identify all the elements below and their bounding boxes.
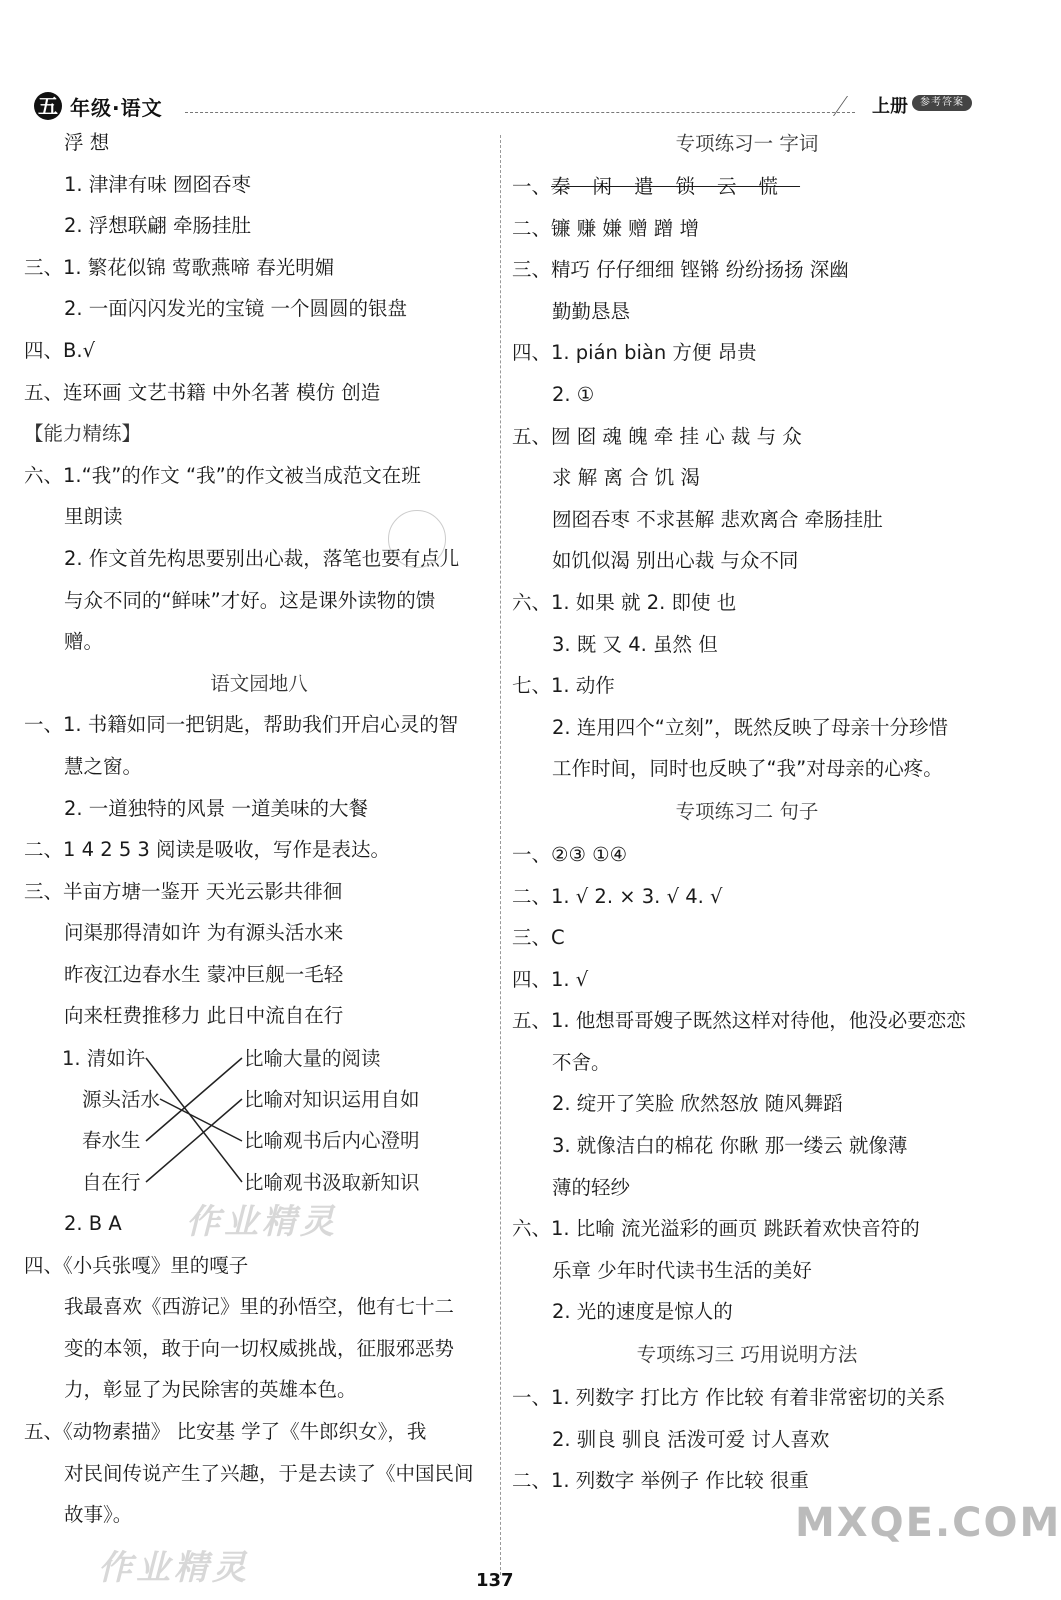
- match-right-item: 比喻对知识运用自如: [244, 1088, 420, 1112]
- answer-text: 慧之窗。: [64, 754, 143, 778]
- answer-line: [512, 1377, 982, 1419]
- header-rule: [185, 112, 855, 113]
- answer-text: 向来枉费推移力 此日中流自在行: [64, 1004, 344, 1028]
- header-slash: [833, 96, 848, 116]
- answer-text: 乐章 少年时代读书生活的美好: [552, 1258, 812, 1282]
- answer-line: [512, 416, 982, 458]
- answer-text: 五、囫 囵 魂 魄 牵 挂 心 裁 与 众: [512, 424, 802, 448]
- answer-line: [512, 1125, 982, 1167]
- answer-text: 三、精巧 仔仔细细 铿锵 纷纷扬扬 深幽: [512, 258, 849, 282]
- answer-text: 四、B.√: [24, 338, 96, 362]
- answer-line: [24, 372, 494, 414]
- answer-text: 与众不同的“鲜味”才好。这是课外读物的馈: [64, 588, 436, 612]
- answer-line: [24, 912, 494, 954]
- answer-line: [512, 122, 982, 166]
- answer-text: 一、1. 列数字 打比方 作比较 有着非常密切的关系: [512, 1386, 946, 1410]
- answer-text: 2. 驯良 驯良 活泼可爱 讨人喜欢: [552, 1427, 830, 1451]
- answer-line: [512, 332, 982, 374]
- answer-text: 昨夜江边春水生 蒙冲巨舰一毛轻: [64, 962, 344, 986]
- match-left-item: 春水生: [82, 1129, 141, 1153]
- answer-text: 里朗读: [64, 505, 123, 529]
- answer-line: [512, 582, 982, 624]
- answer-line: [24, 995, 494, 1037]
- answer-text: 语文园地八: [210, 671, 308, 695]
- answer-line: [24, 829, 494, 871]
- answer-line: [24, 1369, 494, 1411]
- right-column: [512, 122, 982, 1502]
- answer-line: [512, 624, 982, 666]
- answer-text: 二、1 4 2 5 3 阅读是吸收，写作是表达。: [24, 838, 391, 862]
- page-number: 137: [476, 1570, 514, 1591]
- answer-text: 问渠那得清如许 为有源头活水来: [64, 921, 344, 945]
- answer-line: [512, 291, 982, 333]
- answer-line: [24, 1453, 494, 1495]
- answer-text: 变的本领，敢于向一切权威挑战，征服邪恶势: [64, 1336, 455, 1360]
- answer-line: [512, 1460, 982, 1502]
- answer-text: 专项练习一 字词: [675, 132, 819, 155]
- match-right-item: 比喻大量的阅读: [244, 1047, 381, 1071]
- match-line-1: [146, 1058, 242, 1182]
- answer-line: [512, 1419, 982, 1461]
- answer-line: [512, 540, 982, 582]
- struck-characters: 秦闲遣锁云慌: [551, 175, 801, 198]
- left-column: [24, 122, 494, 1536]
- answer-line: [24, 1286, 494, 1328]
- answer-text: 一、②③ ①④: [512, 842, 628, 866]
- answer-text: 专项练习三 巧用说明方法: [636, 1343, 858, 1367]
- answer-text: 勤勤恳恳: [552, 299, 631, 323]
- answer-text: 2. 一道独特的风景 一道美味的大餐: [64, 796, 369, 820]
- answer-text: 求 解 离 合 饥 渴: [552, 466, 700, 490]
- answer-text: 2. 一面闪闪发光的宝镜 一个圆圆的银盘: [64, 297, 408, 321]
- answer-line: [24, 621, 494, 663]
- answer-line: [24, 413, 494, 455]
- answer-line: [24, 954, 494, 996]
- answer-line: [512, 249, 982, 291]
- answer-text: 三、C: [512, 926, 565, 950]
- answer-line: [24, 330, 494, 372]
- answer-text: 三、半亩方塘一鉴开 天光云影共徘徊: [24, 879, 343, 903]
- answer-line: [512, 790, 982, 834]
- match-left-item: 自在行: [82, 1171, 141, 1195]
- answer-text: 故事》。: [64, 1503, 133, 1527]
- answer-text: 五、1. 他想哥哥嫂子既然这样对待他，他没必要恋恋: [512, 1009, 966, 1033]
- answer-text: 二、1. √ 2. × 3. √ 4. √: [512, 884, 723, 908]
- match-right-item: 比喻观书汲取新知识: [244, 1171, 420, 1195]
- site-watermark: MXQE.COM: [795, 1500, 1061, 1546]
- answer-line: [512, 499, 982, 541]
- answer-text: 2. 浮想联翩 牵肠挂肚: [64, 214, 252, 238]
- answer-line: [24, 455, 494, 497]
- answer-line: [512, 1291, 982, 1333]
- answer-line: [24, 580, 494, 622]
- match-left-item: 1. 清如许: [62, 1047, 146, 1071]
- answer-line: [24, 288, 494, 330]
- answer-text: 2. ①: [552, 382, 595, 406]
- answer-line: [24, 663, 494, 705]
- answer-text: 2. 光的速度是惊人的: [552, 1300, 733, 1324]
- watermark: 作业精灵: [186, 1202, 338, 1242]
- answer-line: [512, 1000, 982, 1042]
- match-right-item: 比喻观书后内心澄明: [244, 1129, 420, 1153]
- answer-line: [512, 1083, 982, 1125]
- answer-text: 如饥似渴 别出心裁 与众不同: [552, 549, 799, 573]
- grade-subject-label: 年级·语文: [70, 96, 163, 120]
- answer-line: [24, 164, 494, 206]
- answer-line: [512, 1167, 982, 1209]
- answer-line: [512, 208, 982, 250]
- matching-exercise: [24, 1037, 494, 1203]
- answer-line: [24, 788, 494, 830]
- answer-line: [512, 748, 982, 790]
- answer-tag: 参考答案: [912, 95, 972, 111]
- answer-line: [24, 871, 494, 913]
- answer-text: 浮 想: [64, 131, 110, 154]
- answer-text: 三、1. 繁花似锦 莺歌燕啼 春光明媚: [24, 255, 335, 279]
- answer-text: 四、1. √: [512, 967, 589, 991]
- answer-text: 赠。: [64, 630, 104, 654]
- answer-text: 【能力精练】: [24, 422, 142, 446]
- answer-text: 1. 津津有味 囫囵吞枣: [64, 172, 252, 196]
- answer-line: [512, 707, 982, 749]
- answer-line: [24, 1245, 494, 1287]
- answer-text: 对民间传说产生了兴趣，于是去读了《中国民间: [64, 1461, 474, 1485]
- answer-text: 二、1. 列数字 举例子 作比较 很重: [512, 1469, 809, 1493]
- answer-line: [512, 665, 982, 707]
- answer-text: 六、1. 如果 就 2. 即使 也: [512, 590, 737, 614]
- answer-text: 2. B A: [64, 1212, 122, 1236]
- watermark: 作业精灵: [98, 1548, 250, 1588]
- answer-line: [512, 917, 982, 959]
- grade-badge: 五: [34, 92, 62, 120]
- answer-text: 2. 绽开了笑脸 欣然怒放 随风舞蹈: [552, 1092, 843, 1116]
- answer-line: [24, 1411, 494, 1453]
- answer-text: 3. 既 又 4. 虽然 但: [552, 632, 718, 656]
- volume-label: 上册: [872, 96, 908, 117]
- answer-line: [512, 1042, 982, 1084]
- answer-line: [512, 1208, 982, 1250]
- answer-line: [512, 166, 982, 208]
- answer-line: [512, 457, 982, 499]
- answer-text: 薄的轻纱: [552, 1175, 631, 1199]
- answer-text: 一、: [512, 175, 552, 198]
- answer-line: [512, 1333, 982, 1377]
- answer-line: [24, 247, 494, 289]
- answer-line: [512, 876, 982, 918]
- answer-text: 二、镰 赚 嫌 赠 蹭 增: [512, 216, 699, 240]
- answer-line: [512, 959, 982, 1001]
- answer-text: 五、连环画 文艺书籍 中外名著 模仿 创造: [24, 380, 381, 404]
- answer-text: 2. 连用四个“立刻”，既然反映了母亲十分珍惜: [552, 715, 949, 739]
- column-divider: [500, 135, 501, 1575]
- answer-line: [24, 122, 494, 164]
- answer-text: 六、1.“我”的作文 “我”的作文被当成范文在班: [24, 463, 421, 487]
- answer-text: 工作时间，同时也反映了“我”对母亲的心疼。: [552, 757, 943, 781]
- answer-text: 力，彰显了为民除害的英雄本色。: [64, 1378, 357, 1402]
- answer-line: [24, 205, 494, 247]
- answer-text: 四、《小兵张嘎》里的嘎子: [24, 1253, 249, 1277]
- answer-text: 专项练习二 句子: [675, 799, 819, 823]
- answer-text: 我最喜欢《西游记》里的孙悟空，他有七十二: [64, 1295, 455, 1319]
- stamp-seal: [388, 510, 446, 568]
- answer-line: [512, 1250, 982, 1292]
- answer-line: [24, 704, 494, 746]
- answer-line: [24, 746, 494, 788]
- match-line-4: [146, 1099, 242, 1182]
- answer-text: 四、1. pián biàn 方便 昂贵: [512, 341, 757, 365]
- answer-text: 一、1. 书籍如同一把钥匙，帮助我们开启心灵的智: [24, 713, 459, 737]
- answer-text: 不舍。: [552, 1050, 611, 1074]
- answer-text: 2. 作文首先构思要别出心裁，落笔也要有点儿: [64, 546, 460, 570]
- answer-text: 囫囵吞枣 不求甚解 悲欢离合 牵肠挂肚: [552, 507, 883, 531]
- match-left-item: 源头活水: [82, 1088, 161, 1112]
- answer-text: 3. 就像洁白的棉花 你瞅 那一缕云 就像薄: [552, 1134, 908, 1158]
- answer-text: 六、1. 比喻 流光溢彩的画页 跳跃着欢快音符的: [512, 1217, 920, 1241]
- answer-line: [24, 1328, 494, 1370]
- answer-line: [512, 834, 982, 876]
- answer-text: 五、《动物素描》 比安基 学了《牛郎织女》，我: [24, 1420, 427, 1444]
- answer-text: 七、1. 动作: [512, 674, 615, 698]
- answer-line: [24, 1494, 494, 1536]
- answer-line: [512, 374, 982, 416]
